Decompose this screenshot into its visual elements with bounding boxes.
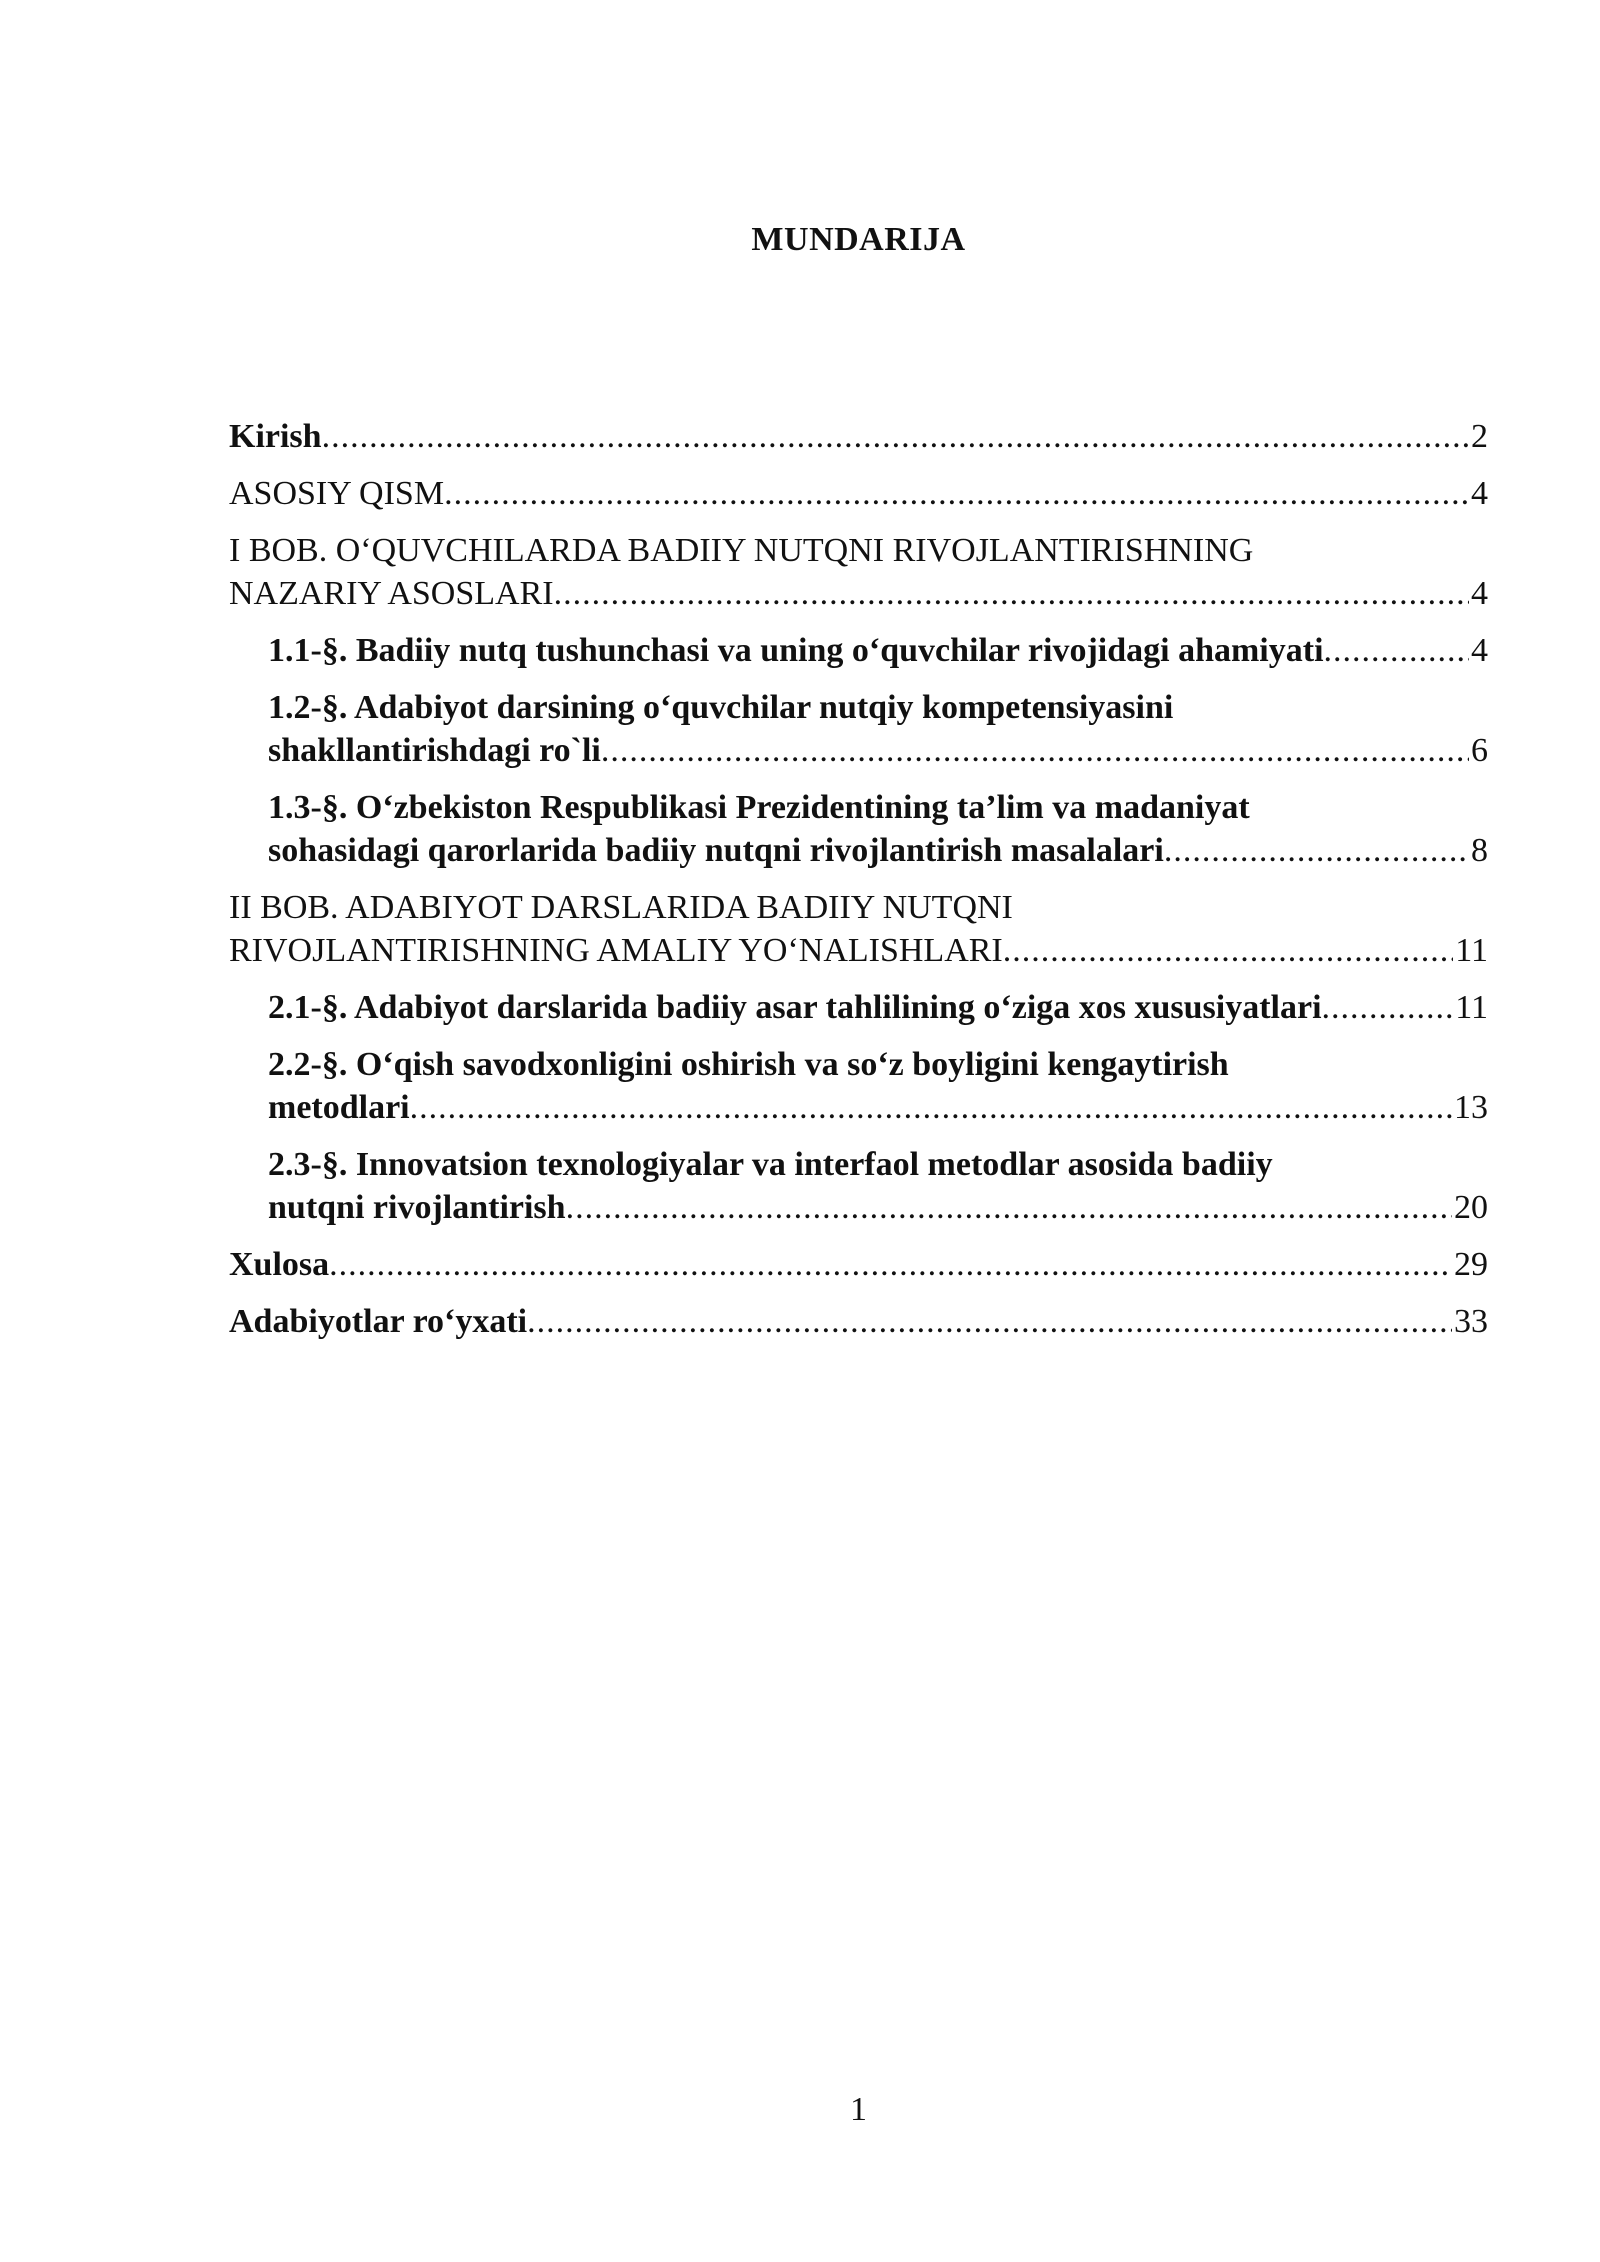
page-title: MUNDARIJA: [751, 221, 966, 258]
toc-entry[interactable]: [229, 1143, 1488, 1229]
toc-entry-label: NAZARIY ASOSLARI: [229, 575, 554, 612]
dot-leader: [1324, 629, 1469, 672]
toc-entry[interactable]: [229, 686, 1488, 772]
dot-leader: [601, 729, 1469, 772]
toc-entry-label: nutqni rivojlantirish: [268, 1189, 566, 1226]
toc-entry[interactable]: [229, 886, 1488, 972]
toc-entry-heading-line: 1.3-§. O‘zbekiston Respublikasi Prezidentining ta’lim va madaniyat: [268, 789, 1250, 826]
toc-entry-label: ASOSIY QISM: [229, 475, 445, 512]
toc-entry-page-number: 2: [1471, 418, 1488, 455]
dot-leader: [527, 1300, 1452, 1343]
dot-leader: [1322, 986, 1454, 1029]
toc-entry-line: [229, 572, 1488, 615]
toc-entry[interactable]: [229, 415, 1488, 458]
toc-entry-label: metodlari: [268, 1089, 410, 1126]
toc-entry-page-number: 11: [1455, 932, 1488, 969]
dot-leader: [566, 1186, 1452, 1229]
toc-entry-heading-line: 1.2-§. Adabiyot darsining o‘quvchilar nutqiy kompetensiyasini: [268, 689, 1174, 726]
toc-entry-line: [268, 1086, 1488, 1129]
toc-entry-line: [268, 829, 1488, 872]
toc-entry-line: [229, 929, 1488, 972]
toc-entry-page-number: 4: [1471, 575, 1488, 612]
toc-entry-line: [268, 629, 1488, 672]
toc-entry-page-number: 20: [1454, 1189, 1488, 1226]
toc-entry-heading-line: I BOB. O‘QUVCHILARDA BADIIY NUTQNI RIVOJLANTIRISHNING: [229, 532, 1254, 569]
toc-entry-line: [268, 729, 1488, 772]
toc-entry-line: [229, 1243, 1488, 1286]
toc-entry[interactable]: [229, 1243, 1488, 1286]
toc-entry-page-number: 13: [1454, 1089, 1488, 1126]
toc-entry-line: [229, 415, 1488, 458]
toc-entry-line: [229, 472, 1488, 515]
toc-entry[interactable]: [229, 629, 1488, 672]
toc-entry-page-number: 11: [1455, 989, 1488, 1026]
toc-entry-label: Kirish: [229, 418, 322, 455]
dot-leader: [410, 1086, 1452, 1129]
toc-entry[interactable]: [229, 986, 1488, 1029]
toc-entry-label: Xulosa: [229, 1246, 330, 1283]
dot-leader: [444, 472, 1469, 515]
dot-leader: [322, 415, 1469, 458]
toc-entry-label: sohasidagi qarorlarida badiiy nutqni rivojlantirish masalalari: [268, 832, 1164, 869]
toc-entry-label: Adabiyotlar ro‘yxati: [229, 1303, 528, 1340]
toc-entry-label: 2.1-§. Adabiyot darslarida badiiy asar tahlilining o‘ziga xos xususiyatlari: [268, 989, 1322, 1026]
toc-entry-heading-line: II BOB. ADABIYOT DARSLARIDA BADIIY NUTQNI: [229, 889, 1013, 926]
toc-entry-page-number: 4: [1471, 632, 1488, 669]
toc-entry[interactable]: [229, 1300, 1488, 1343]
dot-leader: [554, 572, 1469, 615]
toc-entry-heading-line: 2.2-§. O‘qish savodxonligini oshirish va so‘z boyligini kengaytirish: [268, 1046, 1229, 1083]
dot-leader: [1003, 929, 1454, 972]
toc-entry-line: [229, 1300, 1488, 1343]
dot-leader: [329, 1243, 1452, 1286]
toc-entry-line: [268, 1186, 1488, 1229]
toc-entry-heading-line: 2.3-§. Innovatsion texnologiyalar va interfaol metodlar asosida badiiy: [268, 1146, 1273, 1183]
toc-entry-page-number: 29: [1454, 1246, 1488, 1283]
toc-entry[interactable]: [229, 786, 1488, 872]
toc-entry[interactable]: [229, 529, 1488, 615]
toc-entry-page-number: 8: [1471, 832, 1488, 869]
toc-entry-label: 1.1-§. Badiiy nutq tushunchasi va uning o‘quvchilar rivojidagi ahamiyati: [268, 632, 1324, 669]
toc-entry-label: RIVOJLANTIRISHNING AMALIY YO‘NALISHLARI: [229, 932, 1003, 969]
toc-entry-page-number: 33: [1454, 1303, 1488, 1340]
toc-entry-page-number: 6: [1471, 732, 1488, 769]
page-number: 1: [850, 2091, 867, 2128]
dot-leader: [1164, 829, 1469, 872]
toc-entry-label: shakllantirishdagi ro`li: [268, 732, 601, 769]
table-of-contents: [229, 415, 1488, 1343]
toc-entry[interactable]: [229, 1043, 1488, 1129]
toc-entry-page-number: 4: [1471, 475, 1488, 512]
toc-entry[interactable]: [229, 472, 1488, 515]
toc-entry-line: [268, 986, 1488, 1029]
